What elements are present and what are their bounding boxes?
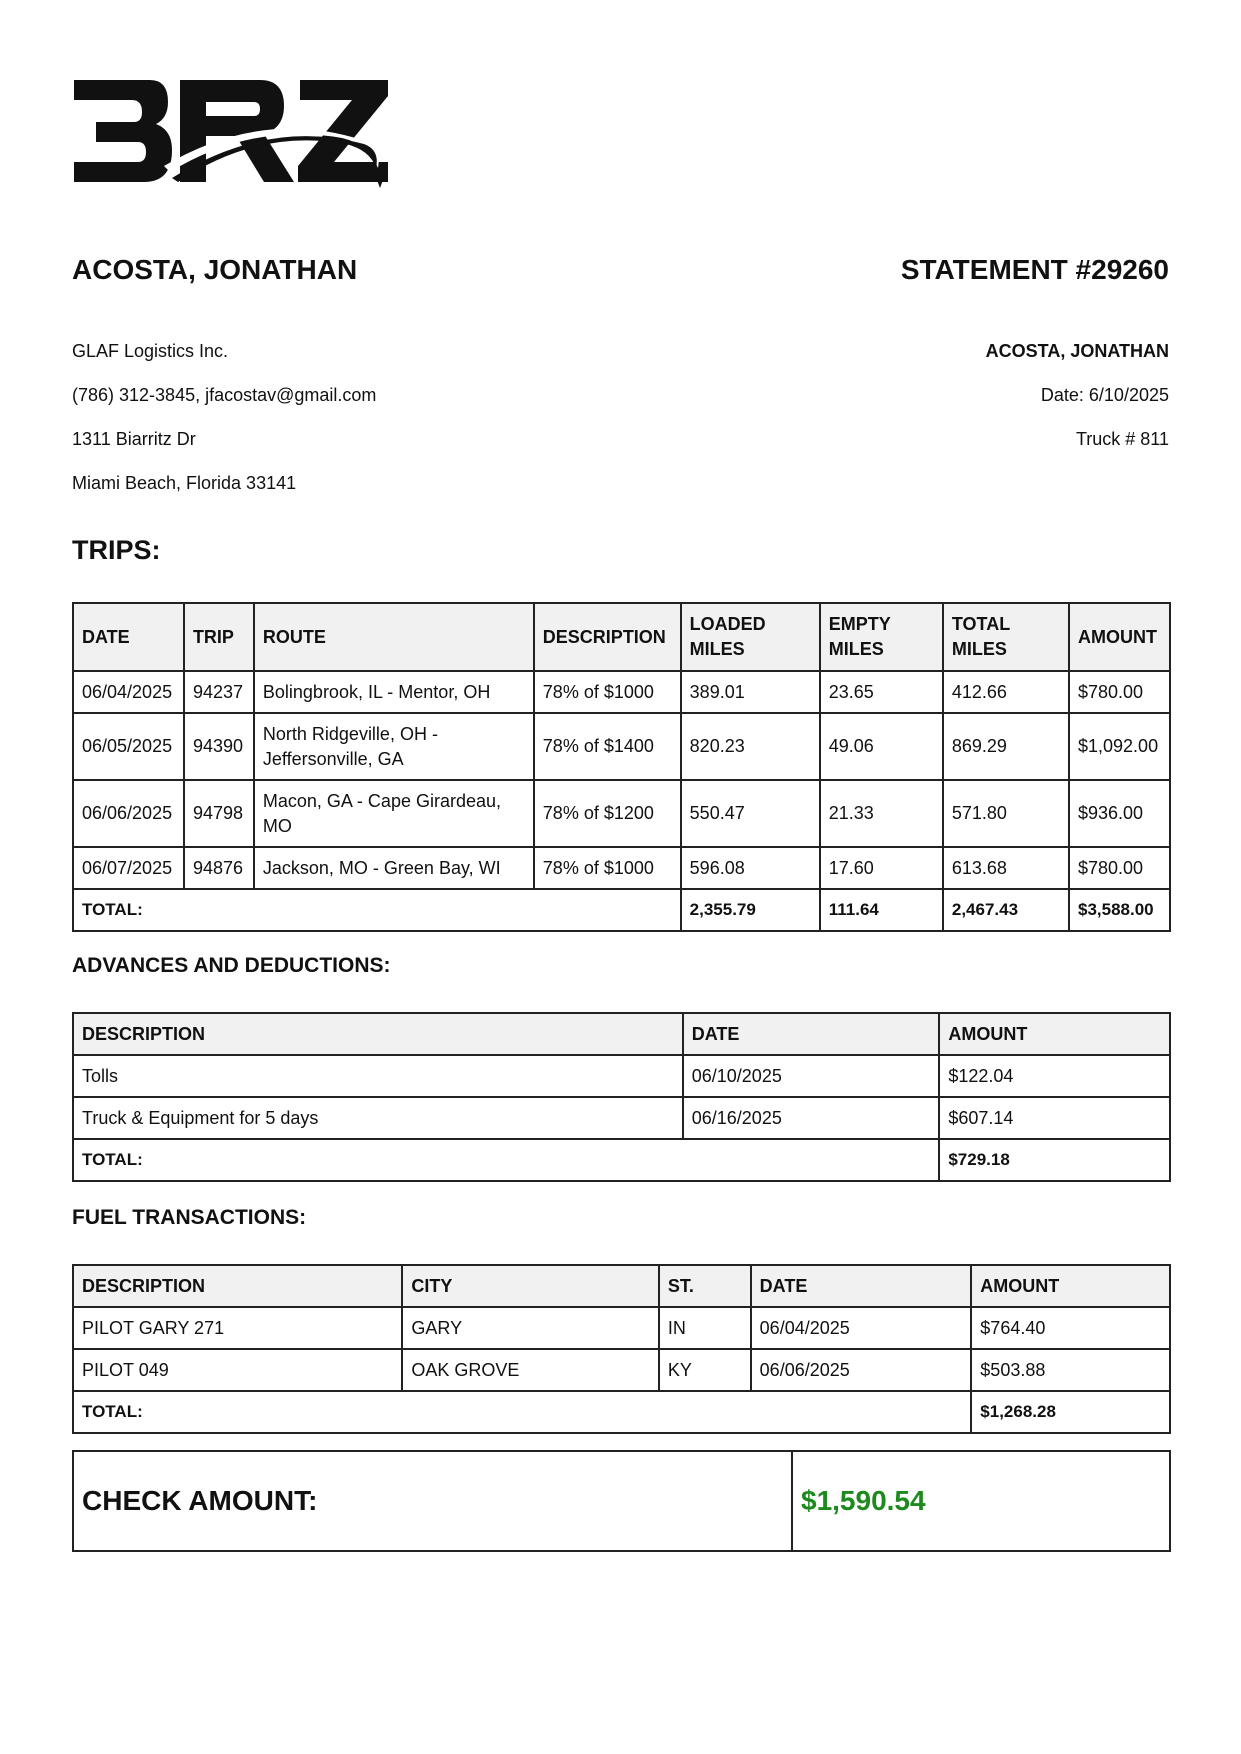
table-header-row: [73, 603, 1170, 671]
driver-name: ACOSTA, JONATHAN: [72, 254, 358, 285]
col-header: AMOUNT: [971, 1265, 1170, 1307]
fuel-title: FUEL TRANSACTIONS:: [72, 1206, 307, 1229]
cell: $780.00: [1069, 671, 1170, 713]
cell: $1,092.00: [1069, 713, 1170, 780]
cell: 550.47: [681, 780, 820, 847]
cell: 389.01: [681, 671, 820, 713]
cell: 596.08: [681, 847, 820, 889]
cell: 06/04/2025: [73, 671, 184, 713]
cell: 94798: [184, 780, 254, 847]
cell: 06/10/2025: [683, 1055, 940, 1097]
cell: Jackson, MO - Green Bay, WI: [254, 847, 534, 889]
statement-info: [900, 252, 1169, 449]
cell: KY: [659, 1349, 751, 1391]
cell: 49.06: [820, 713, 943, 780]
cell: $780.00: [1069, 847, 1170, 889]
cell: Tolls: [73, 1055, 683, 1097]
fuel-table: [72, 1264, 1171, 1434]
cell: $122.04: [939, 1055, 1170, 1097]
cell: 06/05/2025: [73, 713, 184, 780]
statement-date: Date: 6/10/2025: [1040, 385, 1169, 405]
table-header-row: [73, 1013, 1170, 1055]
col-header: AMOUNT: [939, 1013, 1170, 1055]
table-row: [73, 713, 1170, 780]
cell: 06/04/2025: [751, 1307, 972, 1349]
col-header: AMOUNT: [1069, 603, 1170, 671]
cell: $764.40: [971, 1307, 1170, 1349]
driver-info: [72, 252, 377, 493]
total-amount: $729.18: [939, 1139, 1170, 1181]
cell: Bolingbrook, IL - Mentor, OH: [254, 671, 534, 713]
cell: North Ridgeville, OH - Jeffersonville, GA: [254, 713, 534, 780]
col-header: TOTAL MILES: [943, 603, 1069, 671]
col-header: DATE: [73, 603, 184, 671]
cell: 17.60: [820, 847, 943, 889]
total-row: [73, 1391, 1170, 1433]
col-header: ST.: [659, 1265, 751, 1307]
col-header: LOADED MILES: [681, 603, 820, 671]
cell: $936.00: [1069, 780, 1170, 847]
trips-table: [72, 602, 1171, 932]
cell: $607.14: [939, 1097, 1170, 1139]
cell: 412.66: [943, 671, 1069, 713]
cell: 78% of $1000: [534, 847, 681, 889]
col-header: EMPTY MILES: [820, 603, 943, 671]
cell: 06/16/2025: [683, 1097, 940, 1139]
address-line-1: 1311 Biarritz Dr: [72, 429, 196, 449]
cell: 78% of $1000: [534, 671, 681, 713]
company-logo: [72, 78, 388, 190]
cell: OAK GROVE: [402, 1349, 658, 1391]
cell: PILOT GARY 271: [73, 1307, 402, 1349]
check-amount-label: CHECK AMOUNT:: [74, 1452, 793, 1550]
col-header: DESCRIPTION: [534, 603, 681, 671]
company-name: GLAF Logistics Inc.: [72, 341, 229, 361]
total-empty-miles: 111.64: [820, 889, 943, 931]
table-row: [73, 671, 1170, 713]
table-row: [73, 780, 1170, 847]
total-label: TOTAL:: [73, 1139, 939, 1181]
cell: 78% of $1200: [534, 780, 681, 847]
address-line-2: Miami Beach, Florida 33141: [72, 473, 297, 493]
table-row: [73, 1097, 1170, 1139]
cell: $503.88: [971, 1349, 1170, 1391]
table-row: [73, 1307, 1170, 1349]
trips-title: TRIPS:: [72, 535, 161, 565]
check-amount-value: $1,590.54: [801, 1485, 926, 1516]
statement-title: STATEMENT #29260: [900, 254, 1169, 285]
cell: 21.33: [820, 780, 943, 847]
total-loaded-miles: 2,355.79: [681, 889, 820, 931]
table-header-row: [73, 1265, 1170, 1307]
statement-name: ACOSTA, JONATHAN: [985, 341, 1169, 361]
col-header: DATE: [751, 1265, 972, 1307]
cell: 820.23: [681, 713, 820, 780]
cell: 78% of $1400: [534, 713, 681, 780]
driver-contact: (786) 312-3845, jfacostav@gmail.com: [72, 385, 377, 405]
cell: 23.65: [820, 671, 943, 713]
advances-table: [72, 1012, 1171, 1182]
total-label: TOTAL:: [73, 889, 681, 931]
cell: IN: [659, 1307, 751, 1349]
truck-number: Truck # 811: [1075, 429, 1169, 449]
cell: 571.80: [943, 780, 1069, 847]
cell: 869.29: [943, 713, 1069, 780]
table-row: [73, 1349, 1170, 1391]
cell: PILOT 049: [73, 1349, 402, 1391]
table-row: [73, 1055, 1170, 1097]
cell: 06/06/2025: [751, 1349, 972, 1391]
total-label: TOTAL:: [73, 1391, 971, 1433]
total-amount: $1,268.28: [971, 1391, 1170, 1433]
cell: 94876: [184, 847, 254, 889]
col-header: TRIP: [184, 603, 254, 671]
cell: 06/07/2025: [73, 847, 184, 889]
col-header: DESCRIPTION: [73, 1265, 402, 1307]
col-header: ROUTE: [254, 603, 534, 671]
total-miles: 2,467.43: [943, 889, 1069, 931]
cell: 06/06/2025: [73, 780, 184, 847]
cell: GARY: [402, 1307, 658, 1349]
check-amount-box: [72, 1450, 1171, 1552]
col-header: CITY: [402, 1265, 658, 1307]
cell: 94237: [184, 671, 254, 713]
col-header: DESCRIPTION: [73, 1013, 683, 1055]
cell: Truck & Equipment for 5 days: [73, 1097, 683, 1139]
total-amount: $3,588.00: [1069, 889, 1170, 931]
col-header: DATE: [683, 1013, 940, 1055]
cell: Macon, GA - Cape Girardeau, MO: [254, 780, 534, 847]
total-row: [73, 1139, 1170, 1181]
total-row: [73, 889, 1170, 931]
cell: 94390: [184, 713, 254, 780]
table-row: [73, 847, 1170, 889]
advances-title: ADVANCES AND DEDUCTIONS:: [72, 954, 391, 977]
cell: 613.68: [943, 847, 1069, 889]
